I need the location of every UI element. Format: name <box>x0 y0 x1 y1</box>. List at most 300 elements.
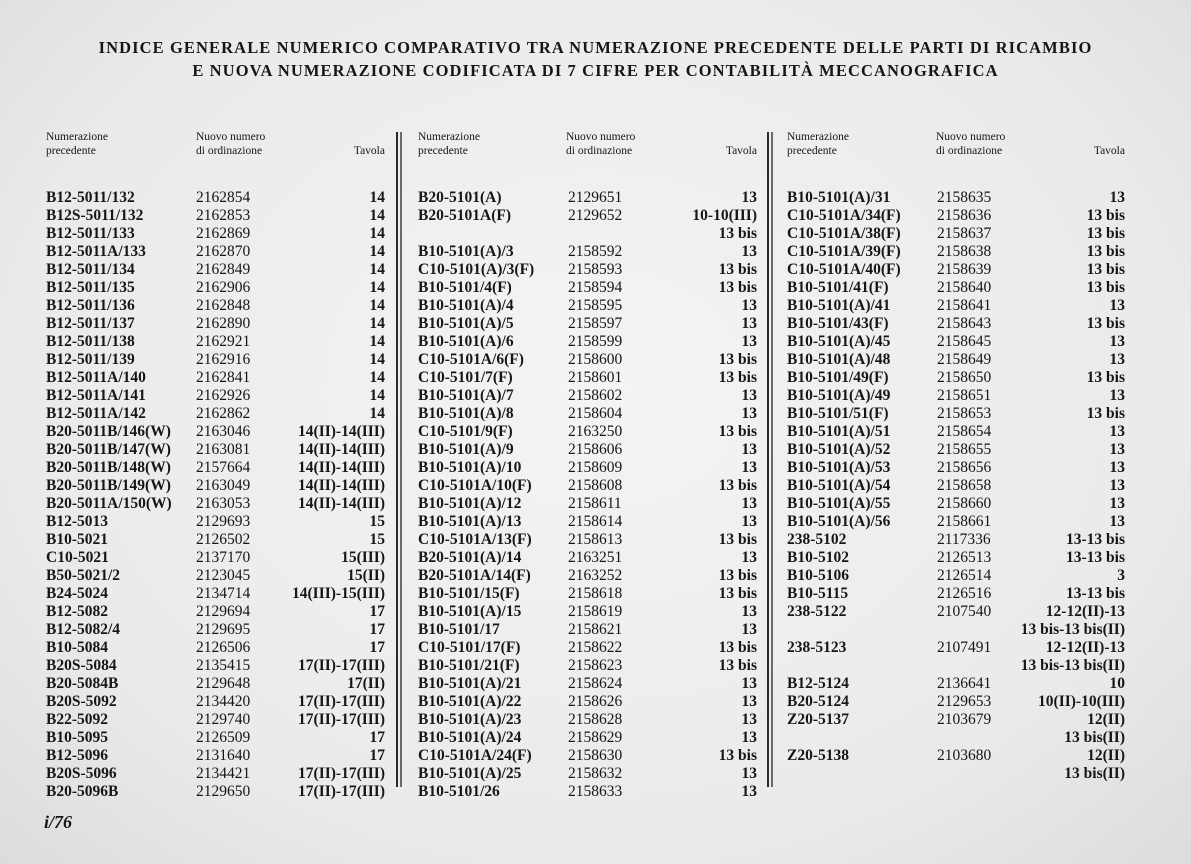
new-order-number: 2134714 <box>196 585 251 602</box>
previous-number: B10-5101(A)/24 <box>418 729 522 746</box>
table-reference: 13 <box>741 765 757 782</box>
table-row <box>46 477 385 495</box>
table-reference: 14 <box>369 225 385 242</box>
table-reference: 12-12(II)-13 <box>1045 639 1125 656</box>
previous-number: B20-5011B/149(W) <box>46 477 171 494</box>
new-order-number: 2158604 <box>568 405 623 422</box>
table-reference: 13 bis <box>718 423 757 440</box>
previous-number: B12-5013 <box>46 513 108 530</box>
previous-number: C10-5101(A)/3(F) <box>418 261 535 278</box>
new-order-number: 2158599 <box>568 333 623 350</box>
table-row <box>418 459 757 477</box>
table-row <box>787 603 1125 621</box>
table-reference: 13 bis <box>718 747 757 764</box>
table-reference: 14 <box>369 405 385 422</box>
new-order-number: 2158609 <box>568 459 623 476</box>
table-reference: 10-10(III) <box>692 207 757 224</box>
previous-number: C10-5101A/6(F) <box>418 351 524 368</box>
new-order-number: 2158629 <box>568 729 623 746</box>
new-order-number: 2134421 <box>196 765 251 782</box>
table-reference: 15 <box>369 531 385 548</box>
table-row <box>418 477 757 495</box>
table-reference: 14(II)-14(III) <box>298 441 385 458</box>
new-order-number: 2129652 <box>568 207 623 224</box>
new-order-number: 2163081 <box>196 441 251 458</box>
table-row <box>46 495 385 513</box>
table-reference: 13 <box>741 387 757 404</box>
table-reference: 13 bis <box>718 225 757 242</box>
table-reference: 13 bis <box>1086 261 1125 278</box>
table-row <box>418 261 757 279</box>
new-order-number: 2158654 <box>937 423 992 440</box>
previous-number: B12-5011/134 <box>46 261 135 278</box>
new-order-number: 2129740 <box>196 711 251 728</box>
table-reference: 17 <box>369 603 385 620</box>
previous-number: C10-5101A/24(F) <box>418 747 532 764</box>
previous-number: B10-5101(A)/23 <box>418 711 522 728</box>
previous-number: B10-5101(A)/49 <box>787 387 891 404</box>
new-order-number: 2162862 <box>196 405 251 422</box>
new-order-number: 2158592 <box>568 243 623 260</box>
table-row <box>418 531 757 549</box>
new-order-number: 2162926 <box>196 387 251 404</box>
table-row <box>787 261 1125 279</box>
table-row <box>46 729 385 747</box>
table-reference: 13 <box>741 621 757 638</box>
table-reference: 13 <box>1109 189 1125 206</box>
previous-number: B12-5011A/142 <box>46 405 146 422</box>
table-row <box>46 603 385 621</box>
table-reference: 14 <box>369 369 385 386</box>
table-reference: 13 <box>741 783 757 800</box>
table-reference: 15 <box>369 513 385 530</box>
previous-number: B12-5011/138 <box>46 333 135 350</box>
table-reference: 13 bis <box>1086 225 1125 242</box>
new-order-number: 2162890 <box>196 315 251 332</box>
previous-number: Z20-5138 <box>787 747 849 764</box>
previous-number: B10-5101/43(F) <box>787 315 889 332</box>
table-reference: 13 bis-13 bis(II) <box>1020 657 1125 674</box>
table-reference: 13 <box>741 729 757 746</box>
table-row <box>46 351 385 369</box>
new-order-number: 2162854 <box>196 189 251 206</box>
previous-number: B10-5084 <box>46 639 108 656</box>
table-reference: 13 <box>741 297 757 314</box>
table-row <box>418 225 757 243</box>
previous-number: B10-5101/41(F) <box>787 279 889 296</box>
table-reference: 14 <box>369 333 385 350</box>
previous-number: C10-5021 <box>46 549 109 566</box>
table-row <box>787 585 1125 603</box>
table-row <box>787 243 1125 261</box>
table-reference: 13-13 bis <box>1066 585 1125 602</box>
table-reference: 14(II)-14(III) <box>298 423 385 440</box>
previous-number: C10-5101/7(F) <box>418 369 513 386</box>
new-order-number: 2162848 <box>196 297 251 314</box>
previous-number: B10-5101(A)/45 <box>787 333 891 350</box>
new-order-number: 2163250 <box>568 423 623 440</box>
table-reference: 17 <box>369 621 385 638</box>
table-row <box>787 405 1125 423</box>
table-reference: 13-13 bis <box>1066 549 1125 566</box>
table-reference: 13 bis <box>718 585 757 602</box>
previous-number: B20-5124 <box>787 693 849 710</box>
table-reference: 13 <box>741 189 757 206</box>
new-order-number: 2107491 <box>937 639 992 656</box>
table-reference: 13 bis <box>1086 207 1125 224</box>
new-order-number: 2158649 <box>937 351 992 368</box>
table-reference: 17 <box>369 639 385 656</box>
table-row <box>418 621 757 639</box>
previous-number: B10-5101(A)/15 <box>418 603 522 620</box>
previous-number: B10-5101/15(F) <box>418 585 520 602</box>
table-reference: 14 <box>369 279 385 296</box>
new-order-number: 2163046 <box>196 423 251 440</box>
table-reference: 13 <box>741 693 757 710</box>
previous-number: B10-5101(A)/51 <box>787 423 891 440</box>
previous-number: B20-5096B <box>46 783 119 800</box>
new-order-number: 2158628 <box>568 711 623 728</box>
table-row <box>418 297 757 315</box>
table-reference: 17(II)-17(III) <box>298 765 385 782</box>
table-reference: 13 <box>1109 387 1125 404</box>
table-reference: 13 bis <box>718 567 757 584</box>
previous-number: B10-5021 <box>46 531 108 548</box>
new-order-number: 2136641 <box>937 675 992 692</box>
table-row <box>418 351 757 369</box>
table-row <box>787 621 1125 639</box>
new-order-number: 2158601 <box>568 369 623 386</box>
table-reference: 13 bis <box>718 639 757 656</box>
table-row <box>787 711 1125 729</box>
table-row <box>787 207 1125 225</box>
previous-number: B10-5101(A)/12 <box>418 495 522 512</box>
new-order-number: 2163251 <box>568 549 623 566</box>
new-order-number: 2158630 <box>568 747 623 764</box>
previous-number: B10-5101(A)/5 <box>418 315 514 332</box>
table-row <box>46 711 385 729</box>
new-order-number: 2129693 <box>196 513 251 530</box>
previous-number: B10-5095 <box>46 729 108 746</box>
table-reference: 13 bis <box>718 369 757 386</box>
new-order-number: 2158637 <box>937 225 992 242</box>
previous-number: B10-5115 <box>787 585 849 602</box>
previous-number: B10-5101(A)/25 <box>418 765 522 782</box>
table-row <box>418 657 757 675</box>
table-row <box>46 657 385 675</box>
new-order-number: 2162869 <box>196 225 251 242</box>
table-reference: 13 bis-13 bis(II) <box>1020 621 1125 638</box>
table-row <box>46 639 385 657</box>
new-order-number: 2158650 <box>937 369 992 386</box>
table-reference: 13 <box>741 711 757 728</box>
previous-number: B12S-5011/132 <box>46 207 144 224</box>
previous-number: B10-5101/51(F) <box>787 405 889 422</box>
table-reference: 13 bis <box>1086 369 1125 386</box>
new-order-number: 2126516 <box>937 585 992 602</box>
header-table: Tavola <box>1093 145 1125 157</box>
previous-number: C10-5101A/13(F) <box>418 531 532 548</box>
header-new-order-number: Nuovo numero di ordinazione <box>566 131 636 157</box>
table-row <box>46 423 385 441</box>
new-order-number: 2158618 <box>568 585 623 602</box>
new-order-number: 2158638 <box>937 243 992 260</box>
table-row <box>46 585 385 603</box>
table-row <box>418 495 757 513</box>
previous-number: B20-5101A/14(F) <box>418 567 531 584</box>
table-reference: 14 <box>369 315 385 332</box>
new-order-number: 2129653 <box>937 693 992 710</box>
header-table: Tavola <box>353 145 385 157</box>
table-row <box>787 459 1125 477</box>
table-reference: 17(II)-17(III) <box>298 783 385 800</box>
new-order-number: 2162870 <box>196 243 251 260</box>
table-reference: 13 <box>741 441 757 458</box>
table-reference: 13 <box>741 675 757 692</box>
table-row <box>787 495 1125 513</box>
new-order-number: 2158635 <box>937 189 992 206</box>
new-order-number: 2158655 <box>937 441 992 458</box>
new-order-number: 2158606 <box>568 441 623 458</box>
previous-number: C10-5101A/38(F) <box>787 225 901 242</box>
new-order-number: 2162849 <box>196 261 251 278</box>
table-row <box>787 639 1125 657</box>
table-reference: 13 bis <box>718 657 757 674</box>
new-order-number: 2158622 <box>568 639 623 656</box>
previous-number: B10-5101(A)/52 <box>787 441 891 458</box>
table-row <box>418 369 757 387</box>
table-reference: 13 <box>741 513 757 530</box>
previous-number: 238-5122 <box>787 603 847 620</box>
new-order-number: 2103679 <box>937 711 992 728</box>
table-reference: 14 <box>369 261 385 278</box>
table-row <box>418 675 757 693</box>
previous-number: B20-5101A(F) <box>418 207 511 224</box>
table-reference: 14 <box>369 351 385 368</box>
new-order-number: 2135415 <box>196 657 251 674</box>
table-row <box>418 243 757 261</box>
table-row <box>418 693 757 711</box>
previous-number: B10-5101/21(F) <box>418 657 520 674</box>
previous-number: B20S-5084 <box>46 657 117 674</box>
column-divider <box>396 132 398 787</box>
table-row <box>787 279 1125 297</box>
previous-number: B10-5101(A)/8 <box>418 405 514 422</box>
table-row <box>787 693 1125 711</box>
new-order-number: 2158660 <box>937 495 992 512</box>
table-reference: 14(III)-15(III) <box>292 585 385 602</box>
new-order-number: 2158658 <box>937 477 992 494</box>
previous-number: B10-5101(A)/53 <box>787 459 891 476</box>
table-reference: 13 <box>1109 441 1125 458</box>
title-line-1: INDICE GENERALE NUMERICO COMPARATIVO TRA NUMERAZIONE PRECEDENTE DELLE PARTI DI RICAMBIO <box>98 38 1093 57</box>
table-row <box>46 765 385 783</box>
previous-number: B10-5101(A)/9 <box>418 441 514 458</box>
new-order-number: 2157664 <box>196 459 251 476</box>
table-row <box>46 315 385 333</box>
table-reference: 13-13 bis <box>1066 531 1125 548</box>
table-row <box>418 603 757 621</box>
new-order-number: 2158613 <box>568 531 623 548</box>
table-row <box>46 207 385 225</box>
table-row <box>418 441 757 459</box>
table-row <box>418 207 757 225</box>
table-row <box>787 567 1125 585</box>
new-order-number: 2158633 <box>568 783 623 800</box>
new-order-number: 2163252 <box>568 567 623 584</box>
table-reference: 17(II)-17(III) <box>298 657 385 674</box>
previous-number: B12-5011/136 <box>46 297 135 314</box>
table-row <box>46 405 385 423</box>
table-row <box>418 549 757 567</box>
new-order-number: 2158645 <box>937 333 992 350</box>
previous-number: B12-5082/4 <box>46 621 121 638</box>
table-reference: 12(II) <box>1087 747 1125 764</box>
new-order-number: 2107540 <box>937 603 992 620</box>
previous-number: B10-5101/26 <box>418 783 500 800</box>
new-order-number: 2158632 <box>568 765 623 782</box>
new-order-number: 2129651 <box>568 189 623 206</box>
table-row <box>46 387 385 405</box>
table-reference: 13 bis <box>1086 243 1125 260</box>
new-order-number: 2158594 <box>568 279 623 296</box>
title-line-2: E NUOVA NUMERAZIONE CODIFICATA DI 7 CIFRE PER CONTABILITÀ MECCANOGRAFICA <box>192 61 999 80</box>
table-row <box>46 621 385 639</box>
new-order-number: 2162853 <box>196 207 251 224</box>
table-row <box>787 441 1125 459</box>
previous-number: C10-5101A/10(F) <box>418 477 532 494</box>
table-row <box>418 747 757 765</box>
new-order-number: 2129650 <box>196 783 251 800</box>
table-row <box>46 189 385 207</box>
new-order-number: 2158608 <box>568 477 623 494</box>
new-order-number: 2162916 <box>196 351 251 368</box>
table-row <box>46 747 385 765</box>
table-row <box>418 765 757 783</box>
table-row <box>46 549 385 567</box>
table-row <box>787 513 1125 531</box>
table-row <box>46 279 385 297</box>
table-reference: 13 <box>1109 297 1125 314</box>
new-order-number: 2126502 <box>196 531 251 548</box>
table-reference: 13 <box>741 603 757 620</box>
table-reference: 13 <box>1109 423 1125 440</box>
table-row <box>46 225 385 243</box>
table-reference: 13 bis <box>718 477 757 494</box>
previous-number: B22-5092 <box>46 711 108 728</box>
table-row <box>787 765 1125 783</box>
previous-number: C10-5101A/34(F) <box>787 207 901 224</box>
new-order-number: 2134420 <box>196 693 251 710</box>
table-row <box>418 585 757 603</box>
previous-number: B12-5011A/140 <box>46 369 146 386</box>
table-row <box>787 531 1125 549</box>
table-row <box>787 747 1125 765</box>
previous-number: B12-5124 <box>787 675 849 692</box>
new-order-number: 2158641 <box>937 297 992 314</box>
previous-number: B12-5096 <box>46 747 108 764</box>
new-order-number: 2126506 <box>196 639 251 656</box>
new-order-number: 2158611 <box>568 495 622 512</box>
table-reference: 13 bis(II) <box>1064 765 1125 782</box>
table-row <box>787 369 1125 387</box>
previous-number: B10-5101(A)/7 <box>418 387 514 404</box>
table-reference: 14 <box>369 207 385 224</box>
new-order-number: 2158595 <box>568 297 623 314</box>
new-order-number: 2158621 <box>568 621 623 638</box>
table-reference: 13 <box>741 495 757 512</box>
new-order-number: 2163053 <box>196 495 251 512</box>
table-reference: 13 <box>1109 459 1125 476</box>
table-reference: 13 <box>741 333 757 350</box>
page-title <box>0 36 1191 82</box>
table-row <box>418 333 757 351</box>
table-reference: 15(III) <box>341 549 385 566</box>
table-row <box>46 675 385 693</box>
previous-number: C10-5101/9(F) <box>418 423 513 440</box>
table-reference: 13 <box>1109 477 1125 494</box>
previous-number: B10-5101(A)/41 <box>787 297 891 314</box>
table-reference: 14(II)-14(III) <box>298 459 385 476</box>
table-row <box>418 423 757 441</box>
table-row <box>46 513 385 531</box>
table-row <box>787 675 1125 693</box>
new-order-number: 2158643 <box>937 315 992 332</box>
rows <box>787 189 1125 783</box>
table-reference: 13 bis <box>1086 405 1125 422</box>
new-order-number: 2117336 <box>937 531 991 548</box>
new-order-number: 2129695 <box>196 621 251 638</box>
table-row <box>418 567 757 585</box>
table-reference: 17 <box>369 747 385 764</box>
table-reference: 10(II)-10(III) <box>1038 693 1125 710</box>
table-row <box>418 711 757 729</box>
table-row <box>418 189 757 207</box>
previous-number: B20S-5096 <box>46 765 117 782</box>
previous-number: B12-5011/135 <box>46 279 135 296</box>
previous-number: B10-5101/49(F) <box>787 369 889 386</box>
previous-number: B50-5021/2 <box>46 567 121 584</box>
previous-number: B20S-5092 <box>46 693 117 710</box>
new-order-number: 2158623 <box>568 657 623 674</box>
previous-number: B10-5101(A)/22 <box>418 693 522 710</box>
header-new-order-number: Nuovo numero di ordinazione <box>196 131 266 157</box>
previous-number: 238-5102 <box>787 531 847 548</box>
table-row <box>787 315 1125 333</box>
table-reference: 14 <box>369 387 385 404</box>
previous-number: B10-5101(A)/21 <box>418 675 522 692</box>
rows <box>418 189 757 801</box>
new-order-number: 2162841 <box>196 369 251 386</box>
previous-number: B10-5101(A)/10 <box>418 459 522 476</box>
previous-number: B24-5024 <box>46 585 108 602</box>
table-reference: 14 <box>369 189 385 206</box>
previous-number: B12-5011A/133 <box>46 243 146 260</box>
previous-number: B10-5101(A)/48 <box>787 351 891 368</box>
table-reference: 13 <box>741 549 757 566</box>
table-row <box>418 513 757 531</box>
new-order-number: 2158661 <box>937 513 992 530</box>
table-reference: 15(II) <box>347 567 385 584</box>
previous-number: B20-5101(A) <box>418 189 502 206</box>
table-row <box>787 423 1125 441</box>
rows <box>46 189 385 801</box>
table-reference: 13 bis <box>718 279 757 296</box>
new-order-number: 2163049 <box>196 477 251 494</box>
table-row <box>787 729 1125 747</box>
new-order-number: 2126509 <box>196 729 251 746</box>
table-reference: 13 <box>741 243 757 260</box>
